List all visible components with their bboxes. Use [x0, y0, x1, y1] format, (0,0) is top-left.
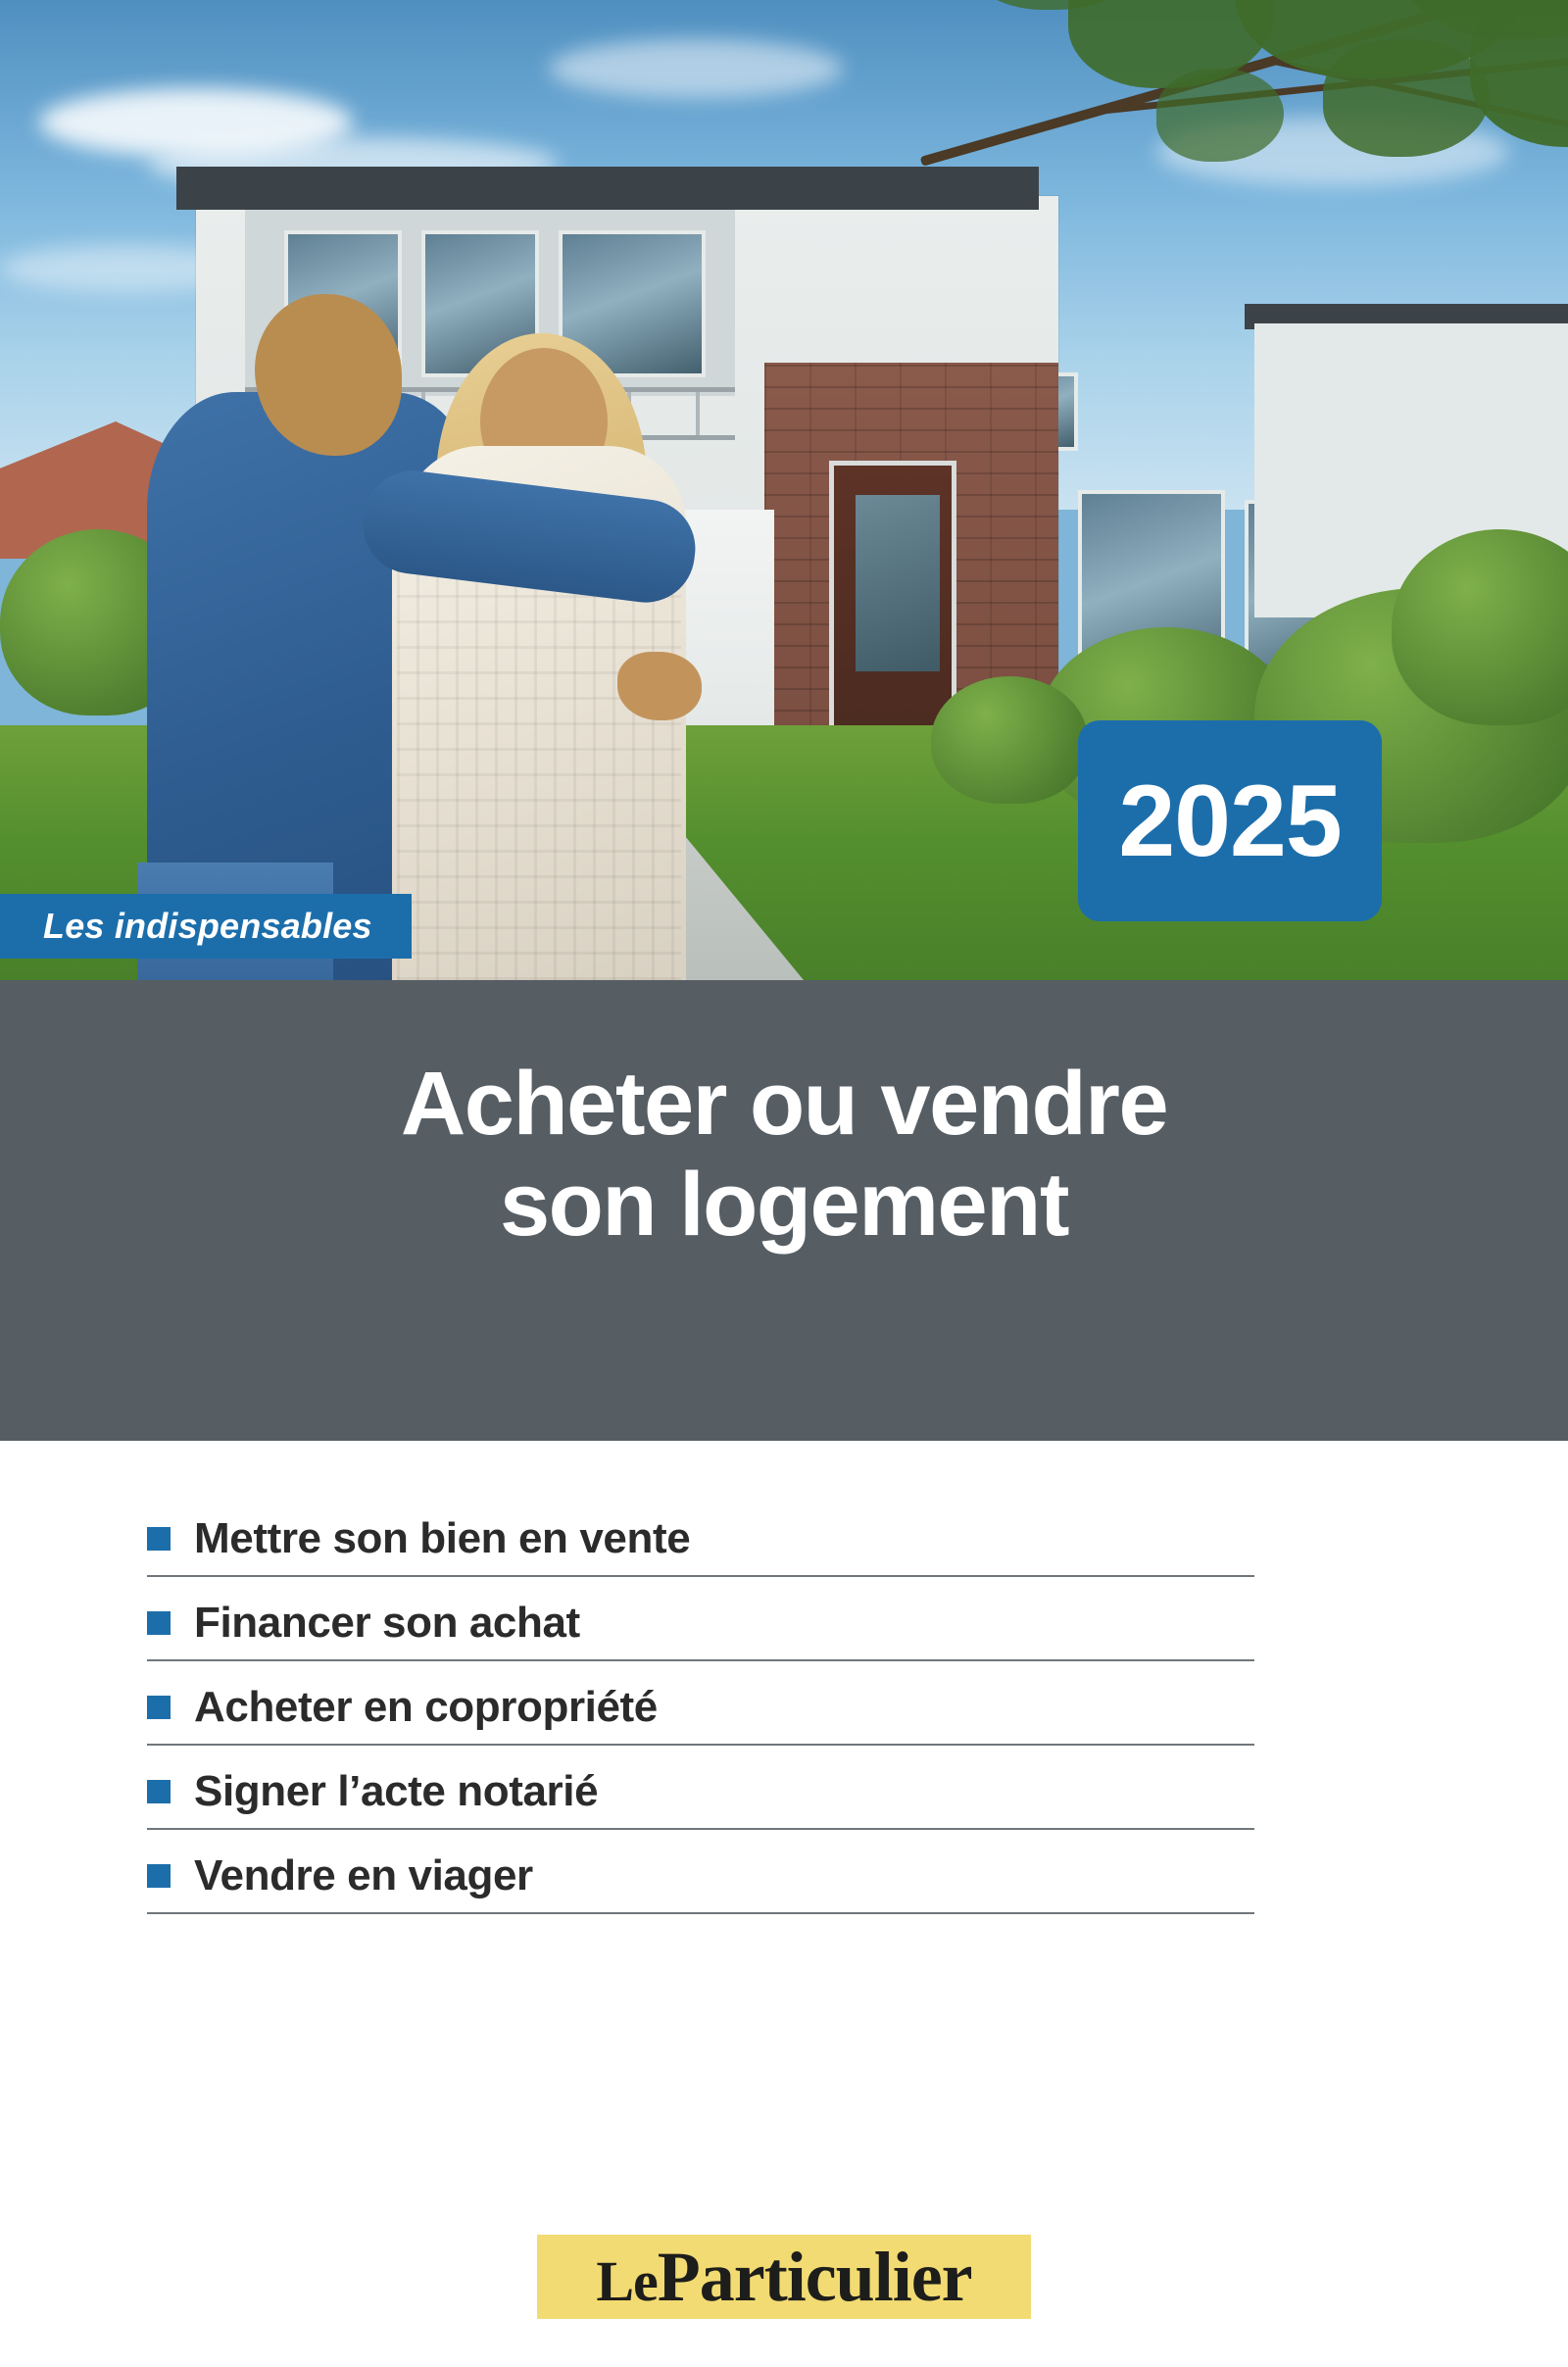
list-item	[147, 1514, 1254, 1577]
list-item	[147, 1599, 1254, 1661]
square-bullet-icon	[147, 1864, 171, 1888]
year-badge	[1078, 720, 1382, 921]
publisher-logo-name: Particulier	[657, 2238, 972, 2316]
square-bullet-icon	[147, 1527, 171, 1551]
square-bullet-icon	[147, 1611, 171, 1635]
page-title	[0, 1054, 1568, 1256]
collection-kicker	[0, 894, 412, 959]
square-bullet-icon	[147, 1696, 171, 1719]
publisher-logo-text	[596, 2238, 972, 2316]
topics-list	[147, 1514, 1254, 1914]
knit-texture	[397, 568, 681, 980]
year-label: 2025	[1118, 764, 1342, 878]
publisher-logo-prefix: Le	[596, 2249, 658, 2313]
title-line-2: son logement	[499, 1155, 1069, 1256]
list-item-label: Financer son achat	[194, 1599, 580, 1647]
list-item-label: Mettre son bien en vente	[194, 1514, 691, 1562]
front-door	[829, 461, 956, 755]
list-item-label: Acheter en copropriété	[194, 1683, 658, 1731]
title-line-1: Acheter ou vendre	[400, 1054, 1168, 1154]
publisher-logo	[537, 2235, 1031, 2319]
square-bullet-icon	[147, 1780, 171, 1803]
list-item	[147, 1851, 1254, 1914]
door-glass	[856, 495, 940, 671]
cloud	[549, 39, 843, 98]
couple-figure	[69, 274, 715, 980]
house-roof	[176, 167, 1039, 210]
hand	[617, 652, 702, 720]
list-item-label: Vendre en viager	[194, 1851, 533, 1899]
list-item-label: Signer l’acte notarié	[194, 1767, 599, 1815]
collection-label: Les indispensables	[43, 906, 372, 946]
hedge	[931, 676, 1088, 804]
cover-photo	[0, 0, 1568, 980]
list-item	[147, 1767, 1254, 1830]
list-item	[147, 1683, 1254, 1746]
